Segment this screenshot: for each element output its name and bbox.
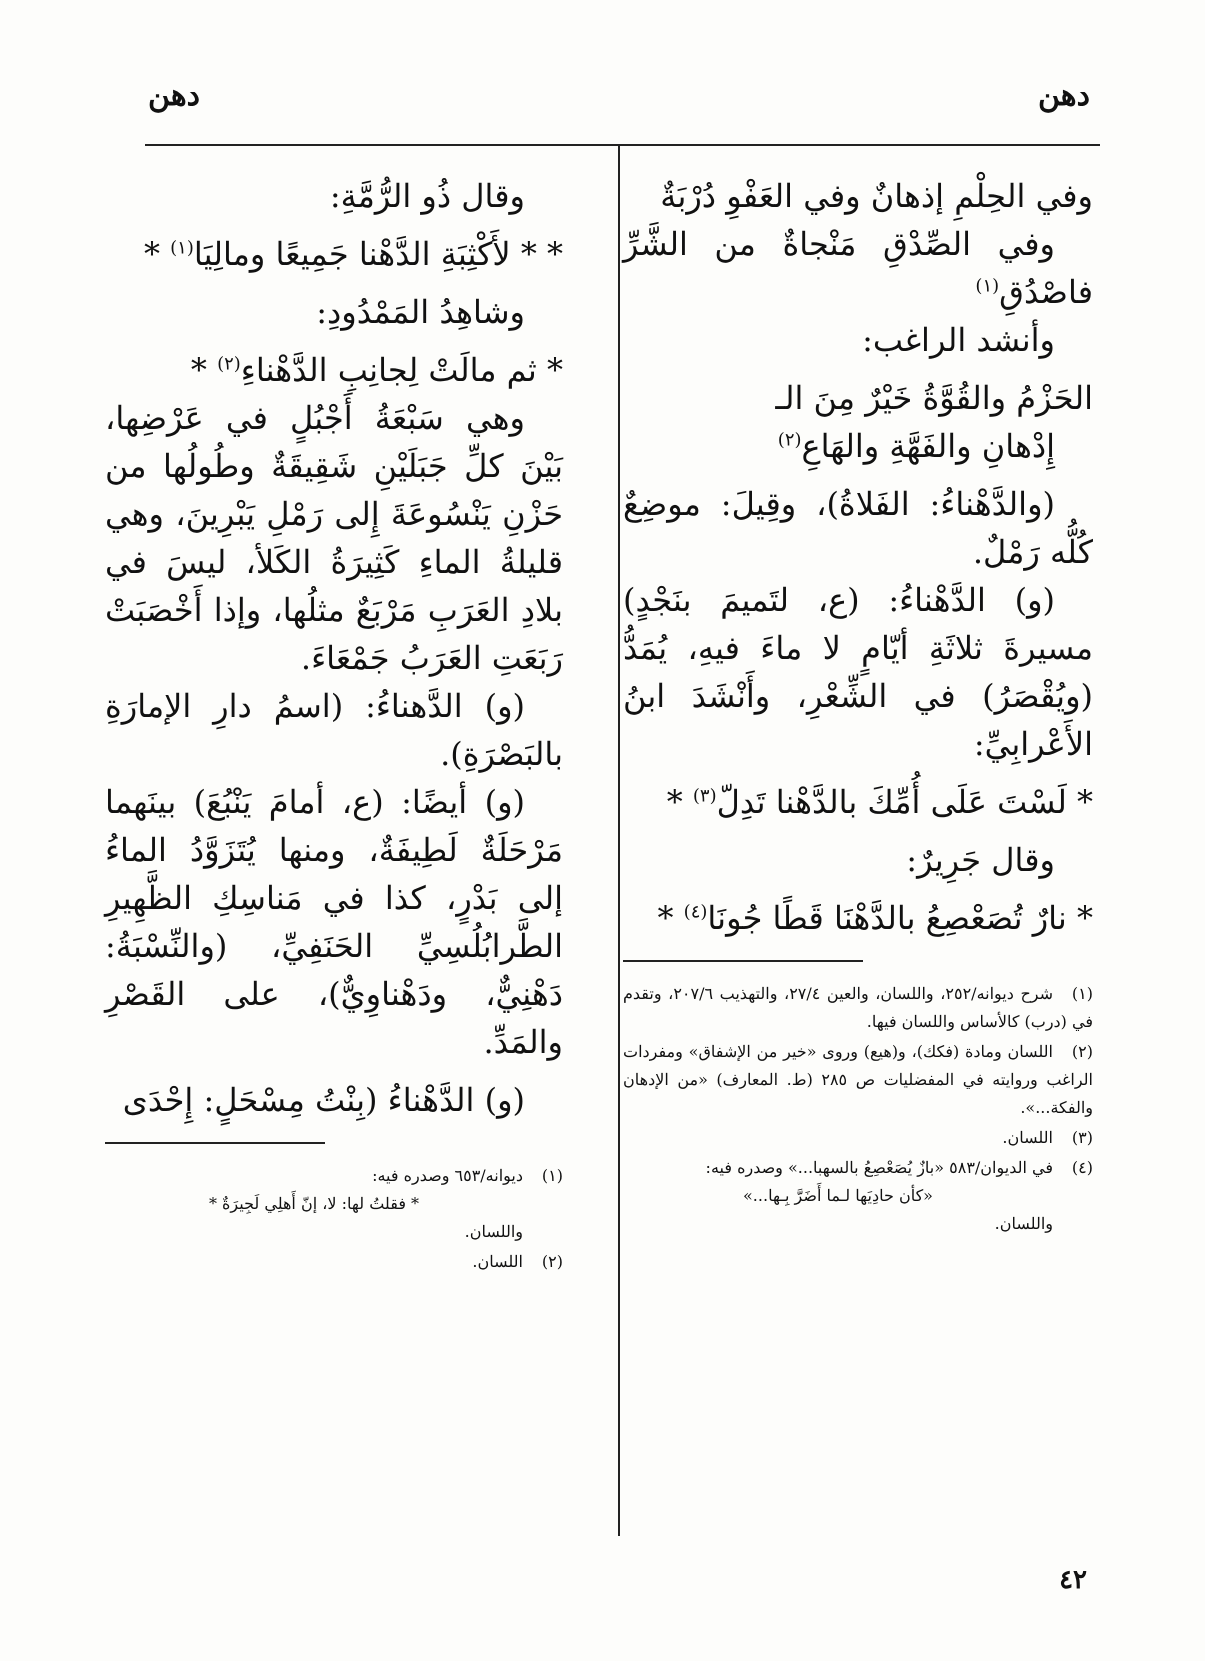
- footnote-ref: (١): [975, 275, 1000, 297]
- body-paragraph: (و) أيضًا: (ع، أمامَ يَنْبُعَ) بينَهما مَرْحَلَةٌ لَطِيفَةٌ، ومنها يُتَزَوَّدُ الماءُ إلى بَدْرٍ، كذا في مَناسِكِ الظَّهِيرِ الطَّرابُلُسِيِّ الحَنَفِيِّ، (والنِّسْبَةُ: دَهْنِيٌّ، ودَهْناوِيٌّ)، على القَصْرِ والمَدِّ.: [105, 783, 563, 1061]
- verse-line: * ثم مالَتْ لِجانِبِ الدَّهْناءِ$^{(٢)}$ *: [190, 351, 563, 389]
- footnote-tail: واللسان.: [994, 1214, 1053, 1233]
- verse-line: * * لأَكْثِبَةِ الدَّهْنا جَمِيعًا ومالِيَا$^{(١)}$ *: [143, 235, 563, 273]
- footnote-ref: (٤): [683, 901, 708, 923]
- right-column: [623, 172, 1093, 1240]
- left-column: [105, 172, 563, 1278]
- verse-line: الحَزْمُ والقُوَّةُ خَيْرٌ مِنَ الـ: [775, 379, 1093, 417]
- column-divider: [618, 146, 620, 1536]
- body-line: (و) الدَّهْناءُ (بِنْتُ مِسْحَلٍ: إِحْدَى: [122, 1081, 525, 1119]
- footnote: (٢)اللسان.: [472, 1252, 563, 1271]
- footnote: (٣)اللسان.: [1002, 1128, 1093, 1147]
- body-paragraph: (والدَّهْناءُ: الفَلاةُ)، وقِيلَ: موضِعٌ كُلُّه رَمْلٌ.: [623, 485, 1093, 571]
- star-glyph: *: [666, 783, 683, 821]
- star-glyph: *: [190, 351, 207, 389]
- star-glyph: *: [547, 235, 563, 273]
- footnote: (٢)اللسان ومادة (فكك)، و(هيع) وروى «خير من الإشفاق» ومفردات الراغب وروايته في المفضليات ص ٢٨٥ (ط. المعارف) «من الإدهان والفكة...».: [623, 1042, 1093, 1117]
- star-glyph: *: [657, 899, 674, 937]
- footnote-rule: [623, 960, 863, 962]
- footnote: (١)شرح ديوانه/٢٥٢، واللسان، والعين ٢٧/٤، والتهذيب ٢٠٧/٦، وتقدم في (درب) كالأساس واللسان فيها.: [623, 984, 1094, 1031]
- running-header-right: دهن: [1037, 78, 1090, 113]
- footnote-ref: (٣): [692, 785, 717, 807]
- body-line: وقال جَرِيرٌ:: [906, 841, 1055, 879]
- body-paragraph: (و) الدَّهناءُ: (اسمُ دارِ الإمارَةِ بالبَصْرَةِ).: [105, 687, 563, 773]
- verse-line: * لَسْتَ عَلَى أُمِّكَ بالدَّهْنا تَدِلّ$^{(٣)}$ *: [666, 783, 1093, 821]
- footnote-ref: (٢): [217, 353, 241, 375]
- footnote: (١)ديوانه/٦٥٣ وصدره فيه: * فقلتُ لها: لا، إنّ أَهلِي لَجِيرَةٌ * واللسان.: [105, 1162, 563, 1246]
- body-line: وأنشد الراغب:: [862, 321, 1055, 359]
- star-glyph: *: [143, 235, 160, 273]
- verse-line: وفي الحِلْمِ إذهانٌ وفي العَفْوِ دُرْبَةٌ: [660, 177, 1093, 215]
- verse-line: * نارٌ تُصَعْصِعُ بالدَّهْنَا قَطًا جُونَا$^{(٤)}$ *: [657, 899, 1093, 937]
- body-paragraph: وهي سَبْعَةُ أَجْبُلٍ في عَرْضِها، بَيْنَ كلِّ جَبَلَيْنِ شَقِيقَةٌ وطُولُها من حَزْنِ يَنْسُوعَةَ إِلى رَمْلِ يَبْرِينَ، وهي قليلةُ الماءِ كَثِيرَةُ الكَلأ، ليسَ في بلادِ العَرَبِ مَرْبَعٌ مثلُها، وإذا أَخْصَبَتْ رَبَعَتِ العَرَبُ جَمْعَاءَ.: [105, 399, 563, 677]
- page-number: ٤٢: [1059, 1565, 1087, 1595]
- header-rule: [145, 144, 1100, 146]
- body-line: وشاهِدُ المَمْدُودِ:: [316, 293, 525, 331]
- verse-line: وفي الصِّدْقِ مَنْجاةٌ من الشَّرِّ فاصْدُقِ$^{(١)}$: [623, 225, 1093, 311]
- footnote-verse: «كأن حادِيَها لـما أَضَرَّ بِـها...»: [743, 1186, 933, 1205]
- footnote-rule: [105, 1142, 325, 1144]
- footnote-ref: (٢): [777, 429, 802, 451]
- running-header-left: دهن: [148, 78, 201, 113]
- footnote-ref: (١): [170, 237, 194, 259]
- verse-line: إِدْهانِ والفَهَّةِ والهَاعِ$^{(٢)}$: [777, 427, 1055, 465]
- body-line: وقال ذُو الرُّمَّةِ:: [329, 177, 525, 215]
- footnote-tail: واللسان.: [464, 1222, 523, 1241]
- footnote-verse: * فقلتُ لها: لا، إنّ أَهلِي لَجِيرَةٌ *: [208, 1194, 420, 1213]
- footnote: (٤)في الديوان/٥٨٣ «بازٌ يُصَعْصِعُ بالسهبا...» وصدره فيه: «كأن حادِيَها لـما أَضَرَّ بِـها...» واللسان.: [623, 1154, 1093, 1238]
- body-paragraph: (و) الدَّهْناءُ: (ع، لتَميمَ بنَجْدٍ) مسيرةَ ثلاثَةِ أيّامٍ لا ماءَ فيهِ، يُمَدُّ (ويُقْصَرُ) في الشِّعْرِ، وأَنْشَدَ ابنُ الأَعْرابِيِّ:: [623, 581, 1093, 763]
